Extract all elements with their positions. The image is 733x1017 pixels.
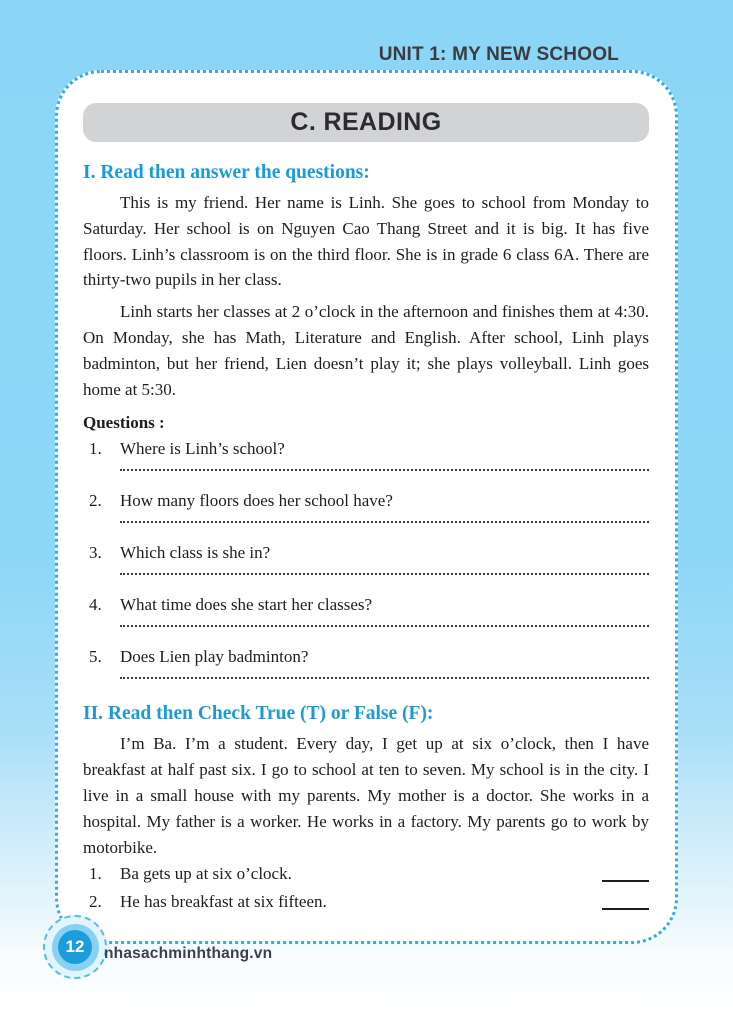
- reading-paragraph: I’m Ba. I’m a student. Every day, I get up at six o’clock, then I have breakfast at half past six. I go to school at ten to seven. My school is in the city. I live in a small house with my parents. My mother is a doctor. She works in a hospital. My father is a worker. He works in a factory. My parents go to work by motorbike.: [83, 734, 649, 857]
- true-false-item: [83, 860, 649, 888]
- website-footer: nhasachminhthang.vn: [104, 945, 273, 962]
- tf-answer-blank[interactable]: [602, 908, 649, 910]
- question-number: 1.: [89, 439, 102, 459]
- question-number: 5.: [89, 647, 102, 667]
- question-number: 2.: [89, 491, 102, 511]
- question-text: How many floors does her school have?: [120, 491, 393, 511]
- page-badge-ring: [52, 924, 99, 971]
- page-number-badge: [43, 915, 107, 979]
- item-number: 1.: [89, 864, 102, 884]
- question-item: [83, 644, 649, 679]
- question-item: [83, 540, 649, 575]
- section2-heading: II. Read then Check True (T) or False (F):: [83, 703, 434, 725]
- tf-answer-blank[interactable]: [602, 880, 649, 882]
- answer-blank-line[interactable]: [120, 469, 649, 471]
- answer-blank-line[interactable]: [120, 677, 649, 679]
- section1-heading: I. Read then answer the questions:: [83, 162, 370, 183]
- reading-paragraph: This is my friend. Her name is Linh. She goes to school from Monday to Saturday. Her school is on Nguyen Cao Thang Street and it is big. It has five floors. Linh’s classroom is on the third floor. She is in grade 6 class 6A. There are thirty-two pupils in her class.: [83, 193, 649, 290]
- question-text: Where is Linh’s school?: [120, 439, 285, 459]
- answer-blank-line[interactable]: [120, 573, 649, 575]
- question-number: 4.: [89, 595, 102, 615]
- answer-blank-line[interactable]: [120, 625, 649, 627]
- unit-header: UNIT 1: MY NEW SCHOOL: [378, 44, 619, 65]
- answer-blank-line[interactable]: [120, 521, 649, 523]
- page-number: 12: [58, 930, 92, 964]
- question-item: [83, 436, 649, 471]
- item-number: 2.: [89, 892, 102, 912]
- questions-label: Questions :: [83, 413, 165, 433]
- question-text: Does Lien play badminton?: [120, 647, 309, 667]
- item-text: He has breakfast at six fifteen.: [120, 892, 327, 912]
- content-box: [55, 70, 678, 944]
- true-false-item: [83, 888, 649, 916]
- question-text: Which class is she in?: [120, 543, 271, 563]
- reading-paragraph: Linh starts her classes at 2 o’clock in the afternoon and finishes them at 4:30. On Monday, she has Math, Literature and English. After school, Linh plays badminton, but her friend, Lien doesn’t play it; she plays volleyball. Linh goes home at 5:30.: [83, 302, 649, 399]
- item-text: Ba gets up at six o’clock.: [120, 864, 292, 884]
- question-item: [83, 592, 649, 627]
- question-text: What time does she start her classes?: [120, 595, 373, 615]
- question-number: 3.: [89, 543, 102, 563]
- section-banner: C. READING: [83, 103, 649, 142]
- question-item: [83, 488, 649, 523]
